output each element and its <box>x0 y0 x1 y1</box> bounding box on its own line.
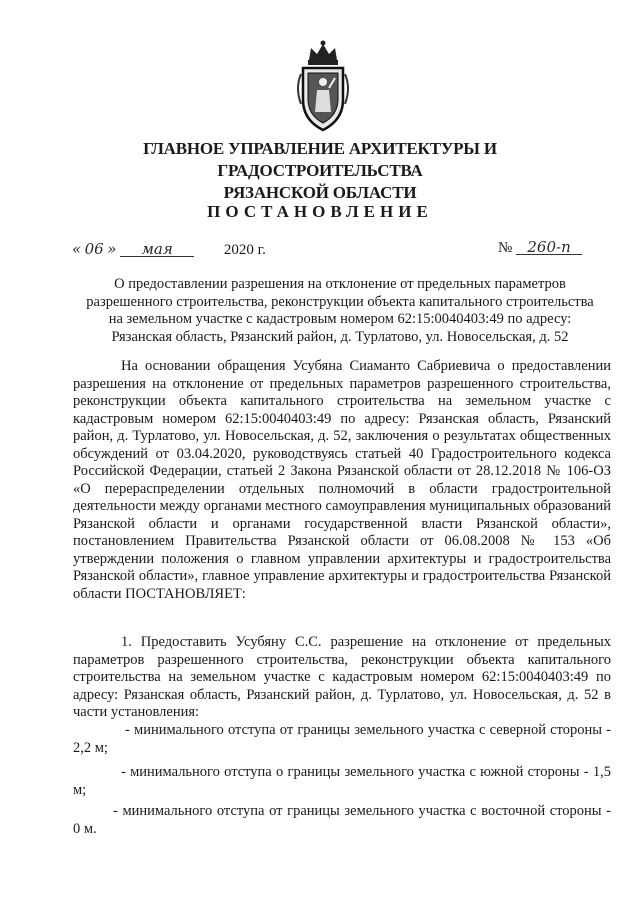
date-close-quote: » <box>107 240 117 258</box>
preamble-text: На основании обращения Усубяна Сиаманто Сабриевича о предоставлении разрешения на отклонение от предельных параметров разрешенного строительства, реконструкции объекта капитального строительства на земельном участке с кадастровым номером 62:15:0040403:49 по адресу: Рязанская область, Рязанский район, д. Турлатово, ул. Новосельская, д. 52, заключения о результатах общественных обсуждений от 03.04.2020, руководствуясь статьей 40 Градостроительного кодекса Российской Федерации, статьей 2 Закона Рязанской области от 28.12.2018 № 106-ОЗ «О перераспределении отдельных полномочий в области градостроительной деятельности между органами местного самоуправления муниципальных образований Рязанской области и органами государственной власти Рязанской области», постановлением Правительства Рязанской области от 06.08.2008 № 153 «Об утверждении положения о главном управлении архитектуры и градостроительства Рязанской области», главное управление архитектуры и градостроительства Рязанской области <box>73 358 611 602</box>
date-year: 2020 г. <box>223 242 266 258</box>
document-type-title: ПОСТАНОВЛЕНИЕ <box>207 202 433 221</box>
subject-line-3: на земельном участке с кадастровым номером 62:15:0040403:49 по адресу: <box>108 311 572 327</box>
setback-south: - минимального отступа о границы земельного участка с южной стороны - 1,5 м; <box>73 764 611 798</box>
organization-name-line-1: ГЛАВНОЕ УПРАВЛЕНИЕ АРХИТЕКТУРЫ И ГРАДОСТРОИТЕЛЬСТВА <box>143 139 497 180</box>
number-prefix: № <box>498 240 513 256</box>
organization-name <box>40 138 600 204</box>
item-1-paragraph: 1. Предоставить Усубяну С.С. разрешение на отклонение от предельных параметров разрешенного строительства, реконструкции объекта капитального строительства на земельном участке с кадастровым номером 62:15:0040403:49 по адресу: Рязанская область, Рязанский район, д. Турлатово, ул. Новосельская, д. 52 в части установления: <box>73 634 611 720</box>
decree-word: ПОСТАНОВЛЯЕТ: <box>125 585 246 602</box>
date-month: мая <box>120 242 194 257</box>
organization-name-line-2: РЯЗАНСКОЙ ОБЛАСТИ <box>223 183 417 202</box>
date-open-quote: « <box>72 240 82 258</box>
subject-line-4: Рязанская область, Рязанский район, д. Турлатово, ул. Новосельская, д. 52 <box>111 328 569 345</box>
setback-east: - минимального отступа от границы земельного участка с восточной стороны - 0 м. <box>73 803 611 837</box>
document-number <box>498 240 582 257</box>
setback-north: - минимального отступа от границы земельного участка с северной стороны - 2,2 м; <box>73 722 611 756</box>
subject-line-2: разрешенного строительства, реконструкции объекта капитального строительства <box>86 293 594 310</box>
document-date <box>72 240 266 259</box>
document-subject <box>80 276 600 346</box>
number-value: 260-п <box>516 240 582 255</box>
subject-line-1: О предоставлении разрешения на отклонение от предельных параметров <box>114 276 566 292</box>
coat-of-arms-icon <box>291 38 355 138</box>
preamble-paragraph <box>73 358 611 603</box>
date-day: 06 <box>84 240 104 258</box>
